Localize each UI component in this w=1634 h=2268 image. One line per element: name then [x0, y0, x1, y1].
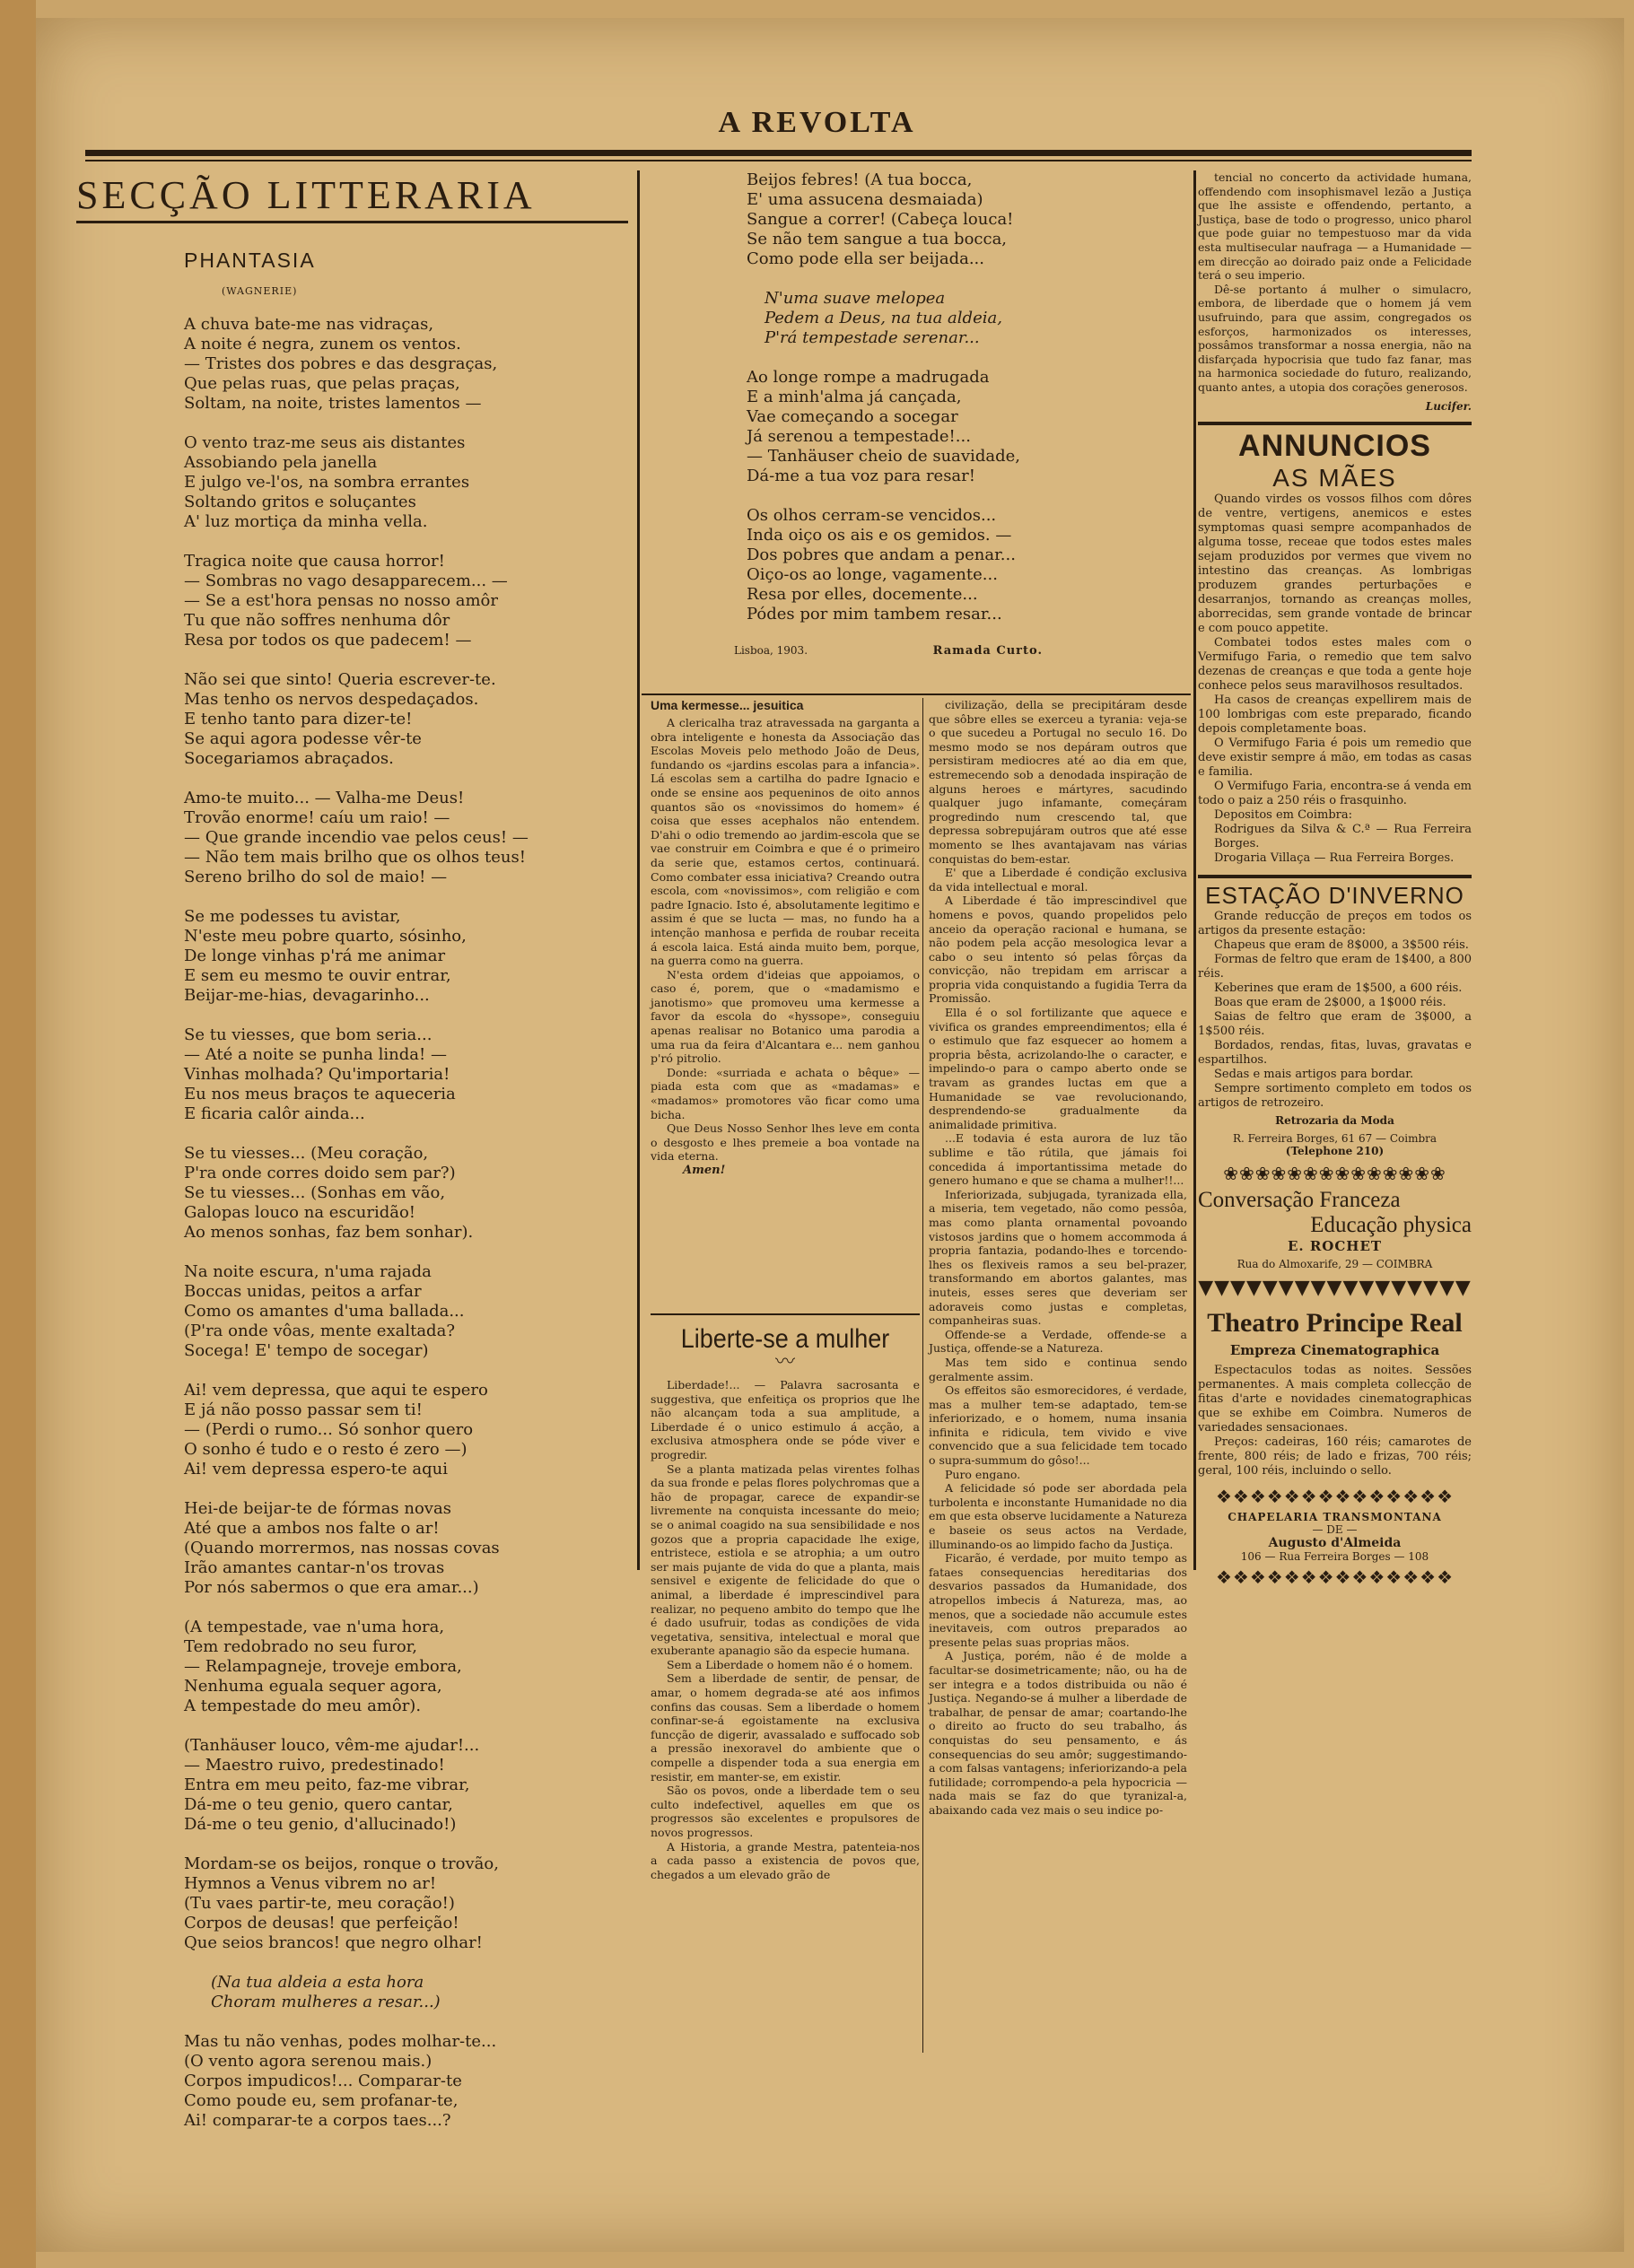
verse-line: — Maestro ruivo, predestinado!: [184, 1756, 445, 1775]
ad-inverno-body: [1198, 910, 1472, 1111]
ad-maes-body: [1198, 493, 1472, 808]
stanza: [747, 506, 1043, 624]
section-rule: [76, 221, 628, 223]
paragraph: Depositos em Coimbra:: [1214, 807, 1353, 822]
verse-line: A chuva bate-me nas vidraças,: [184, 315, 434, 334]
stanza: [184, 1025, 628, 1124]
article-body: [1198, 170, 1472, 395]
verse-line: E' uma assucena desmaiada): [747, 190, 983, 209]
paragraph: Puro engano.: [945, 1467, 1021, 1481]
verse-line: Tem redobrado no seu furor,: [184, 1637, 418, 1656]
article-body: [651, 1378, 920, 1881]
verse-line: Amo-te muito... — Valha-me Deus!: [184, 789, 465, 807]
verse-line: N'este meu pobre quarto, sósinho,: [184, 927, 467, 946]
column-divider: [1193, 170, 1196, 1570]
poem-title: PHANTASIA: [184, 249, 316, 272]
ad-inverno-title: ESTAÇÃO D'INVERNO: [1205, 881, 1464, 909]
stanza: [184, 433, 628, 532]
paragraph: Dê-se portanto á mulher o simulacro, embora, de liberdade que o homem já vem usufruindo, para que assim, congregados os esforços, harmonizados os interesses, possâmos transformar a nossa energia, não na disfarçada hypocrisia que tudo faz fanar, mas na harmonica sociedade do futuro, realizando, quanto antes, a utopia dos corações generosos.: [1198, 282, 1472, 394]
verse-line: Tragica noite que causa horror!: [184, 552, 445, 571]
paragraph: Espectaculos todas as noites. Sessões permanentes. A mais completa collecção de fitas d'arte e novidades cinematographicas que se exhibe em Coimbra. Numeros de variedades sensacionaes.: [1198, 1363, 1472, 1435]
article-signature: Lucifer.: [1425, 399, 1472, 413]
paragraph: Rodrigues da Silva & C.ª — Rua Ferreira Borges.: [1214, 822, 1472, 850]
ad-conversacao-address: Rua do Almoxarife, 29 — COIMBRA: [1236, 1257, 1433, 1270]
stanza: [184, 1854, 628, 1953]
article-liberte-cont: [929, 698, 1187, 1818]
paragraph: Sempre sortimento completo em todos os artigos de retrozeiro.: [1198, 1081, 1472, 1110]
paragraph: Keberines que eram de 1$500, a 600 réis.: [1214, 981, 1463, 995]
verse-line: De longe vinhas p'rá me animar: [184, 946, 446, 965]
verse-line: Dá-me a tua voz para resar!: [747, 467, 976, 485]
paragraph: Liberdade!... — Palavra sacrosanta e suggestiva, que enfeitiça os proprios que lhe não alcançam toda a sua amplitude, a Liberdade é o unico estimulo á acção, a exclusiva atmosphera onde se póde viver e progredir.: [651, 1378, 920, 1461]
ad-chapelaria-owner: Augusto d'Almeida: [1268, 1535, 1402, 1550]
paragraph: Os effeitos são esmorecidores, é verdade, mas a mulher tem-se adaptado, tem-se inferiorizado, e o homem, numa insania infinita e ridicula, tem vivido e vive convencido que a sua felicidade tem tocado o supra-summum do gôso!...: [929, 1383, 1187, 1468]
paragraph: Se a planta matizada pelas virentes folhas da sua fronde e pelas flores polychromas que a hão de propagar, carece de expandir-se livremente na conquista incessante do meio; se o animal coagido na sua sensibilidade e nos gozos que a propria capacidade lhe exige, entristece, estiola e se atrophia; a um outro ser mais pujante de vida do que a planta, mais sensivel e exigente de felicidade do que o animal, a liberdade é imprescindivel para realizar, no pequeno ambito do tempo que lhe é dado usufruir, todas as condições de vida vegetativa, sensitiva, intelectual e moral que exuberante apanagio são da especie humana.: [651, 1461, 920, 1658]
article-title: Liberte-se a mulher: [680, 1324, 890, 1354]
paragraph: tencial no concerto da actividade humana, offendendo com insophismavel lezão a Justiça que lhe assiste e offendendo, pertanto, a Justiça, base de todo o progresso, unico pharol que pode guiar no tempestuoso mar da vida esta multisecular naufraga — a Humanidade — em direcção ao doirado paiz onde a Felicidade terá o seu imperio.: [1198, 170, 1472, 283]
verse-line: (Quando morrermos, nas nossas covas: [184, 1539, 500, 1557]
verse-line: Beijar-me-hias, devagarinho...: [184, 986, 430, 1005]
poem-signature: [734, 644, 1043, 658]
verse-line: — Não tem mais brilho que os olhos teus!: [184, 848, 526, 867]
paragraph: Chapeus que eram de 8$000, a 3$500 réis.: [1214, 938, 1469, 952]
paragraph: Drogaria Villaça — Rua Ferreira Borges.: [1214, 850, 1455, 865]
verse-line: Inda oiço os ais e os gemidos. —: [747, 526, 1012, 545]
verse-line: E sem eu mesmo te ouvir entrar,: [184, 966, 451, 985]
verse-line: A' luz mortiça da minha vella.: [184, 512, 428, 531]
verse-line: Socegariamos abraçados.: [184, 749, 394, 768]
article-title: Uma kermesse... jesuitica: [651, 698, 804, 712]
verse-line: N'uma suave melopea: [765, 289, 946, 308]
poem-continuation: [738, 170, 1043, 624]
article-closing: Amen!: [683, 1164, 726, 1177]
stanza: [184, 789, 628, 887]
article-liberte: [651, 1317, 920, 1881]
stanza: [211, 1973, 628, 2012]
verse-line: Soltam, na noite, tristes lamentos —: [184, 394, 482, 413]
paragraph: Formas de feltro que eram de 1$400, a 800 réis.: [1198, 952, 1472, 981]
verse-line: — Até a noite se punha linda! —: [184, 1045, 447, 1064]
verse-line: Oiço-os ao longe, vagamente...: [747, 565, 998, 584]
verse-line: Irão amantes cantar-n'os trovas: [184, 1558, 445, 1577]
ornament-row: ❀❀❀❀❀❀❀❀❀❀❀❀❀❀: [1223, 1164, 1446, 1182]
paragraph: E' que a Liberdade é condição exclusiva da vida intellectual e moral.: [929, 866, 1187, 894]
verse-line: E já não posso passar sem ti!: [184, 1400, 423, 1419]
verse-line: Mordam-se os beijos, ronque o trovão,: [184, 1854, 499, 1873]
verse-line: Ao longe rompe a madrugada: [747, 368, 990, 387]
paragraph: A Justiça, porém, não é de molde a facultar-se dosimetricamente; não, ou ha de ser integra e a todos distribuida ou não é Justiça. Negando-se á mulher a liberdade de trabalhar, de pensar de amar; coartando-lhe o direito ao fructo do seu trabalho, ás conquistas do seu pensamento, e ás consequencias do seu amôr; suggestimando-a com falsas vantagens; inferiorizando-a pela futilidade; corrompendo-a pela hypocricia — nada mais se faz do que tyranizal-a, abaixando cada vez mais o seu indice po-: [929, 1649, 1187, 1817]
poem-author: Ramada Curto.: [932, 644, 1043, 658]
verse-line: Trovão enorme! caíu um raio! —: [184, 808, 450, 827]
ornament-row: ❖❖❖❖❖❖❖❖❖❖❖❖❖❖: [1215, 1567, 1454, 1586]
masthead-rule-thin: [85, 160, 1472, 161]
ad-conversacao-line2: Educação physica: [1310, 1212, 1472, 1237]
verse-line: O vento traz-me seus ais distantes: [184, 433, 466, 452]
verse-line: Eu nos meus braços te aqueceria: [184, 1085, 456, 1103]
ad-conversacao-line1: Conversação Franceza: [1198, 1187, 1401, 1212]
stanza: [184, 907, 628, 1006]
paragraph: Saias de feltro que eram de 3$000, a 1$500 réis.: [1198, 1009, 1472, 1038]
verse-line: E julgo ve-l'os, na sombra errantes: [184, 473, 470, 492]
masthead-rule: [85, 150, 1472, 156]
paragraph: A Liberdade é tão imprescindivel que homens e povos, quando propelidos pelo anceio da operação racional e humana, se não podem pela acção mesologica levar a cabo o seu intento só pelas fôrças da convicção, não trepidam em arriscar a propria vida conquistando a fugidia Terra da Promissão.: [929, 894, 1187, 1006]
paragraph: Que Deus Nosso Senhor lhes leve em conta o desgosto e lhes premeie a boa vontade na vida eterna.: [651, 1121, 920, 1164]
ad-maes-title: AS MÃES: [1272, 463, 1397, 492]
verse-line: Sangue a correr! (Cabeça louca!: [747, 210, 1014, 229]
article-kermesse: [651, 698, 920, 1177]
stanza: [184, 1144, 628, 1243]
ad-chapelaria-de: — DE —: [1312, 1522, 1358, 1536]
column-left: [76, 170, 628, 2150]
column-divider: [637, 170, 640, 1570]
verse-line: E tenho tanto para dizer-te!: [184, 710, 413, 728]
divider: [642, 693, 1191, 695]
verse-line: — Relampagneje, troveje embora,: [184, 1657, 462, 1676]
verse-line: Beijos febres! (A tua bocca,: [747, 170, 973, 189]
verse-line: Ai! vem depressa espero-te aqui: [184, 1460, 449, 1479]
page-edge: [0, 0, 36, 2268]
stanza: [184, 2032, 628, 2131]
paragraph: ...E todavia é esta aurora de luz tão sublime e tão rútila, que jámais foi concedida á importantissima metade do genero humano e que se chama a mulher!!...: [929, 1131, 1187, 1188]
verse-line: A tempestade do meu amôr).: [184, 1697, 422, 1715]
verse-line: Mas tenho os nervos despedaçados.: [184, 690, 479, 709]
paragraph: A Historia, a grande Mestra, patenteia-nos a cada passo a existencia de povos que, chegados a um elevado grão de: [651, 1839, 920, 1881]
verse-line: (Tanhäuser louco, vêm-me ajudar!...: [184, 1736, 480, 1755]
section-title: SECÇÃO LITTERARIA: [76, 173, 536, 217]
verse-line: Hymnos a Venus vibrem no ar!: [184, 1874, 437, 1893]
verse-line: Mas tu não venhas, podes molhar-te...: [184, 2032, 497, 2051]
verse-line: E ficaria calôr ainda...: [184, 1104, 365, 1123]
verse-line: Como os amantes d'uma ballada...: [184, 1302, 465, 1321]
poem-subtitle: (WAGNERIE): [222, 285, 298, 297]
verse-line: (A tempestade, vae n'uma hora,: [184, 1618, 445, 1636]
verse-line: Até que a ambos nos falte o ar!: [184, 1519, 440, 1538]
paragraph: Offende-se a Verdade, offende-se a Justiça, offende-se a Natureza.: [929, 1327, 1187, 1356]
paragraph: A felicidade só pode ser abordada pela turbolenta e inconstante Humanidade no dia em que esta observe lucidamente a Natureza e baseie os seus actos na Verdade, illuminando-os ao limpido facho da Justiça.: [929, 1481, 1187, 1551]
stanza: [184, 1262, 628, 1361]
paragraph: Sedas e mais artigos para bordar.: [1214, 1067, 1414, 1081]
paragraph: São os povos, onde a liberdade tem o seu culto indefectivel, aquelles em que os progressos são excelentes e propulsores de novos progressos.: [651, 1784, 920, 1839]
stanza: [184, 670, 628, 769]
verse-line: Corpos de deusas! que perfeição!: [184, 1914, 459, 1932]
stanza: [747, 368, 1043, 486]
verse-line: — Se a est'hora pensas no nosso amôr: [184, 591, 498, 610]
paragraph: Ella é o sol fortilizante que aquece e vivifica os grandes empreendimentos; ella é o estimulo que faz esquecer ao homem a propria bêsta, acrizolando-lhe o caracter, e impelindo-o para o campo aberto onde se travam as grandes luctas em que a Humanidade se vae revolucionando, desprendendo-se gradualmente da animalidade primitiva.: [929, 1006, 1187, 1131]
verse-line: Os olhos cerram-se vencidos...: [747, 506, 997, 525]
paragraph: Ficarão, é verdade, por muito tempo as fataes consequencias hereditarias dos desvarios passados da Humanidade, dos atropellos imbecis á Natureza, mas, ao menos, que a sociedade não accumule estes inevitaveis, com outros preparados ao presente pelas suas proprias mãos.: [929, 1551, 1187, 1649]
verse-line: (P'ra onde vôas, mente exaltada?: [184, 1322, 455, 1340]
paragraph: Boas que eram de 2$000, a 1$000 réis.: [1214, 995, 1446, 1009]
paragraph: O Vermifugo Faria, encontra-se á venda em todo o paiz a 250 réis o frasquinho.: [1198, 779, 1472, 807]
verse-line: Tu que não soffres nenhuma dôr: [184, 611, 450, 630]
verse-line: Não sei que sinto! Queria escrever-te.: [184, 670, 496, 689]
verse-line: Se tu viesses... (Sonhas em vão,: [184, 1183, 446, 1202]
verse-line: Choram mulheres a resar...): [211, 1993, 441, 2011]
verse-line: — Que grande incendio vae pelos ceus! —: [184, 828, 529, 847]
verse-line: Corpos impudicos!... Comparar-te: [184, 2072, 462, 2090]
ad-maes-depots: [1214, 808, 1472, 866]
ornament-row: ❖❖❖❖❖❖❖❖❖❖❖❖❖❖: [1215, 1487, 1454, 1505]
paragraph: Grande reducção de preços em todos os artigos da presente estação:: [1198, 909, 1472, 938]
divider: [1198, 422, 1472, 425]
divider: [651, 1313, 920, 1315]
paragraph: A clericalha traz atravessada na garganta a obra inteligente e honesta da Associação das Escolas Moveis pelo methodo João de Deus, fundando os «jardins escolas para a infancia». Lá escolas sem a cartilha do padre Ignacio e onde se ensine aos pequeninos de oito annos quantos são os «novissimos do homem» é coisa que esses acephalos não entendem. D'ahi o odio tremendo ao jardim-escola que se vae construir em Coimbra e que é o primeiro da serie que, estamos certos, continuará. Como combater essa iniciativa? Creando outra escola, com «novissimos», com religião e com padre Ignacio. Isto é, absolutamente legitimo e assim é que se lucta — mas, no fundo ha a intenção manhosa e perfida de roubar receita á escola laica. Está ainda muito bem, porque, na guerra como na guerra.: [651, 716, 920, 968]
paragraph: Ha casos de creanças expellirem mais de 100 lombrigas com este preparado, ficando depois completamente boas.: [1198, 693, 1472, 736]
verse-line: Por nós sabermos o que era amar...): [184, 1578, 479, 1597]
verse-line: Vinhas molhada? Qu'importaria!: [184, 1065, 450, 1084]
verse-line: Que seios brancos! que negro olhar!: [184, 1933, 483, 1952]
paragraph: civilização, della se precipitáram desde que sôbre elles se exerceu a tyrania: veja-se o que sucedeu a Portugal no seculo 16. Do mesmo modo se nos depáram outros que persistiram mediocres até ao dia em que, estremecendo sob a denodada inspiração de alguns heroes e mártyres, sacudindo qualquer jugo infamante, começáram progredindo num crescendo tal, que depressa sobrepujáram outros que até esse momento se lhes avantajavam nas várias conquistas do bem-estar.: [929, 698, 1187, 866]
verse-line: Ao menos sonhas, faz bem sonhar).: [184, 1223, 474, 1242]
stanza: [184, 1499, 628, 1598]
ad-theatre-company: Empreza Cinematographica: [1229, 1341, 1440, 1358]
verse-line: — (Perdi o rumo... Só sonhor quero: [184, 1420, 474, 1439]
verse-line: Galopas louco na escuridão!: [184, 1203, 416, 1222]
verse-line: Soltando gritos e soluçantes: [184, 493, 416, 511]
ad-inverno-shop: Retrozaria da Moda: [1275, 1113, 1394, 1127]
divider: [1198, 875, 1472, 878]
verse-line: Se não tem sangue a tua bocca,: [747, 230, 1008, 249]
ad-inverno-phone: (Telephone 210): [1285, 1144, 1385, 1157]
poem-body: [76, 315, 628, 2131]
verse-line: Pódes por mim tambem resar...: [747, 605, 1002, 624]
verse-line: (Tu vaes partir-te, meu coração!): [184, 1894, 455, 1913]
verse-line: Se tu viesses... (Meu coração,: [184, 1144, 429, 1163]
ad-theatre-body: [1198, 1364, 1472, 1479]
verse-line: — Tanhäuser cheio de suavidade,: [747, 447, 1020, 466]
verse-line: Vae começando a socegar: [747, 407, 958, 426]
verse-line: Entra em meu peito, faz-me vibrar,: [184, 1775, 470, 1794]
stanza: [184, 1381, 628, 1479]
column-right: [1198, 170, 1472, 1586]
verse-line: Já serenou a tempestade!...: [747, 427, 971, 446]
verse-line: Sereno brilho do sol de maio! —: [184, 868, 448, 886]
paragraph: N'esta ordem d'ideias que appoiamos, o caso é, porem, que o «madamismo e janotismo» que promoveu uma kermesse a favor da escola do «hyssope», conseguiu apenas realisar no Botanico uma parodia a uma rua da feira d'Alcantara e... nem ganhou p'ró pitrolio.: [651, 967, 920, 1066]
verse-line: A noite é negra, zunem os ventos.: [184, 335, 461, 353]
ad-theatre-title: Theatro Principe Real: [1207, 1307, 1463, 1338]
ornament: 〰: [774, 1351, 795, 1374]
verse-line: Pedem a Deus, na tua aldeia,: [765, 309, 1002, 327]
poem-place-date: Lisboa, 1903.: [734, 644, 808, 657]
verse-line: Se me podesses tu avistar,: [184, 907, 401, 926]
verse-line: Como pode ella ser beijada...: [747, 249, 984, 268]
verse-line: Se aqui agora podesse vêr-te: [184, 729, 422, 748]
paragraph: Inferiorizada, subjugada, tyranizada ella, a miseria, tem vegetado, não como pessôa, mas como planta ornamental povoando vistosos jardins que o homem accommoda á propria fantazia, podando-lhes e torcendo-lhes os flexiveis ramos a seu bel-prazer, transformando em abortos galantes, mas inuteis, esses seres que deveriam ser adoraveis como justas e completas, companheiras suas.: [929, 1187, 1187, 1328]
verse-line: Boccas unidas, peitos a arfar: [184, 1282, 422, 1301]
verse-line: O sonho é tudo e o resto é zero —): [184, 1440, 467, 1459]
paragraph: Sem a Liberdade o homem não é o homem.: [667, 1657, 913, 1671]
verse-line: Socega! E' tempo de socegar): [184, 1341, 429, 1360]
ad-chapelaria-title: CHAPELARIA TRANSMONTANA: [1228, 1510, 1442, 1523]
ad-inverno-address: R. Ferreira Borges, 61 67 — Coimbra: [1232, 1131, 1437, 1145]
paragraph: O Vermifugo Faria é pois um remedio que deve existir sempre á mão, em todas as casas e familia.: [1198, 736, 1472, 779]
verse-line: Assobiando pela janella: [184, 453, 378, 472]
verse-line: Nenhuma eguala sequer agora,: [184, 1677, 442, 1696]
column-divider: [922, 698, 923, 2053]
verse-line: Que pelas ruas, que pelas praças,: [184, 374, 460, 393]
ads-title: ANNUNCIOS: [1238, 428, 1431, 463]
paragraph: Bordados, rendas, fitas, luvas, gravatas e espartilhos.: [1198, 1038, 1472, 1067]
verse-line: P'rá tempestade serenar...: [765, 328, 980, 347]
stanza: [184, 552, 628, 650]
masthead: A REVOLTA: [718, 106, 916, 139]
stanza: [184, 1618, 628, 1716]
verse-line: Ai! vem depressa, que aqui te espero: [184, 1381, 488, 1400]
verse-line: Resa por todos os que padecem! —: [184, 631, 472, 650]
stanza: [184, 315, 628, 414]
verse-line: Como poude eu, sem profanar-te,: [184, 2091, 459, 2110]
stanza: [765, 289, 1043, 348]
ad-conversacao-name: E. ROCHET: [1287, 1237, 1383, 1254]
verse-line: Ai! comparar-te a corpos taes...?: [184, 2111, 451, 2130]
paragraph: Preços: cadeiras, 160 réis; camarotes de frente, 800 réis; de lado e frizas, 700 réis; geral, 100 réis, incluindo o sello.: [1198, 1435, 1472, 1478]
verse-line: — Sombras no vago desapparecem... —: [184, 571, 508, 590]
verse-line: Hei-de beijar-te de fórmas novas: [184, 1499, 451, 1518]
paragraph: Quando virdes os vossos filhos com dôres de ventre, vertigens, anemicos e estes symptomas quasi sempre acompanhados de alguma tosse, receae que todos estes males sejam produzidos por vermes que vivem no intestino das creanças. As lombrigas produzem grandes perturbações e desarranjos, tornando as creanças molles, aborrecidas, sem grande vontade de brincar e com pouco appetite.: [1198, 492, 1472, 635]
verse-line: Dá-me o teu genio, quero cantar,: [184, 1795, 453, 1814]
verse-line: Dos pobres que andam a penar...: [747, 545, 1016, 564]
paragraph: Mas tem sido e continua sendo geralmente assim.: [929, 1355, 1187, 1383]
paragraph: Donde: «surriada e achata o bêque» — piada esta com que as «madamas» e «madamos» promotores vão ficar como uma bicha.: [651, 1065, 920, 1121]
article-body: [929, 698, 1187, 1818]
verse-line: Dá-me o teu genio, d'allucinado!): [184, 1815, 457, 1834]
stanza: [747, 170, 1043, 269]
verse-line: P'ra onde corres doido sem par?): [184, 1164, 456, 1182]
ad-chapelaria-address: 106 — Rua Ferreira Borges — 108: [1240, 1549, 1429, 1563]
column-middle: [734, 170, 1043, 658]
paragraph: Combatei todos estes males com o Vermifugo Faria, o remedio que tem salvo dezenas de creanças e que toda a gente hoje conhece pelos seus maravilhosos resultados.: [1198, 635, 1472, 693]
verse-line: Se tu viesses, que bom seria...: [184, 1025, 433, 1044]
ornament-row: ▼▼▼▼▼▼▼▼▼▼▼▼▼▼▼▼▼: [1198, 1278, 1472, 1297]
verse-line: (Na tua aldeia a esta hora: [211, 1973, 424, 1992]
verse-line: (O vento agora serenou mais.): [184, 2052, 433, 2071]
article-body: [651, 716, 920, 1164]
verse-line: Resa por elles, docemente...: [747, 585, 978, 604]
stanza: [184, 1736, 628, 1835]
verse-line: Na noite escura, n'uma rajada: [184, 1262, 432, 1281]
verse-line: E a minh'alma já cançada,: [747, 388, 962, 406]
verse-line: — Tristes dos pobres e das desgraças,: [184, 354, 498, 373]
paragraph: Sem a liberdade de sentir, de pensar, de amar, o homem degrada-se até aos infimos confins das cousas. Sem a liberdade o homem confinar-se-á egoistamente na exclusiva funcção de digerir, avassalado e suffocado sob a pressão inexoravel do ambiente que o compelle a dispender toda a sua energia em resistir, em manter-se, em existir.: [651, 1671, 920, 1784]
